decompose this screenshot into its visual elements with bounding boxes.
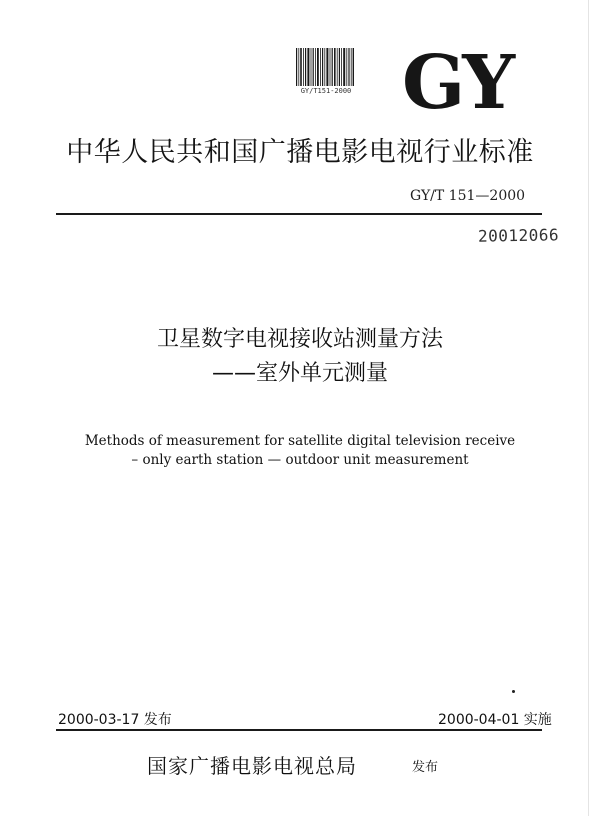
scan-speck (512, 690, 515, 693)
standard-category: 中华人民共和国广播电影电视行业标准 (66, 137, 534, 168)
title-zh-line2: ——室外单元测量 (211, 361, 388, 386)
gy-logo: GY (402, 40, 513, 126)
barcode-label: GY/T151-2000 (300, 87, 352, 95)
title-zh-line1: 卫星数字电视接收站测量方法 (156, 327, 443, 352)
top-divider (56, 213, 542, 215)
title-en-line1: Methods of measurement for satellite digital television receive (84, 433, 516, 449)
bottom-divider (56, 729, 542, 731)
issuer-name: 国家广播电影电视总局 (147, 754, 357, 778)
issue-date: 2000-03-17 发布 (58, 712, 172, 728)
scan-edge-line (588, 0, 589, 816)
barcode (296, 48, 354, 86)
issuer-action: 发布 (412, 760, 439, 775)
implementation-date: 2000-04-01 实施 (438, 712, 552, 728)
title-en-line2: – only earth station — outdoor unit measurement (131, 452, 469, 468)
standard-number: GY/T 151—2000 (410, 188, 526, 204)
archive-stamp: 20012066 (477, 225, 560, 246)
